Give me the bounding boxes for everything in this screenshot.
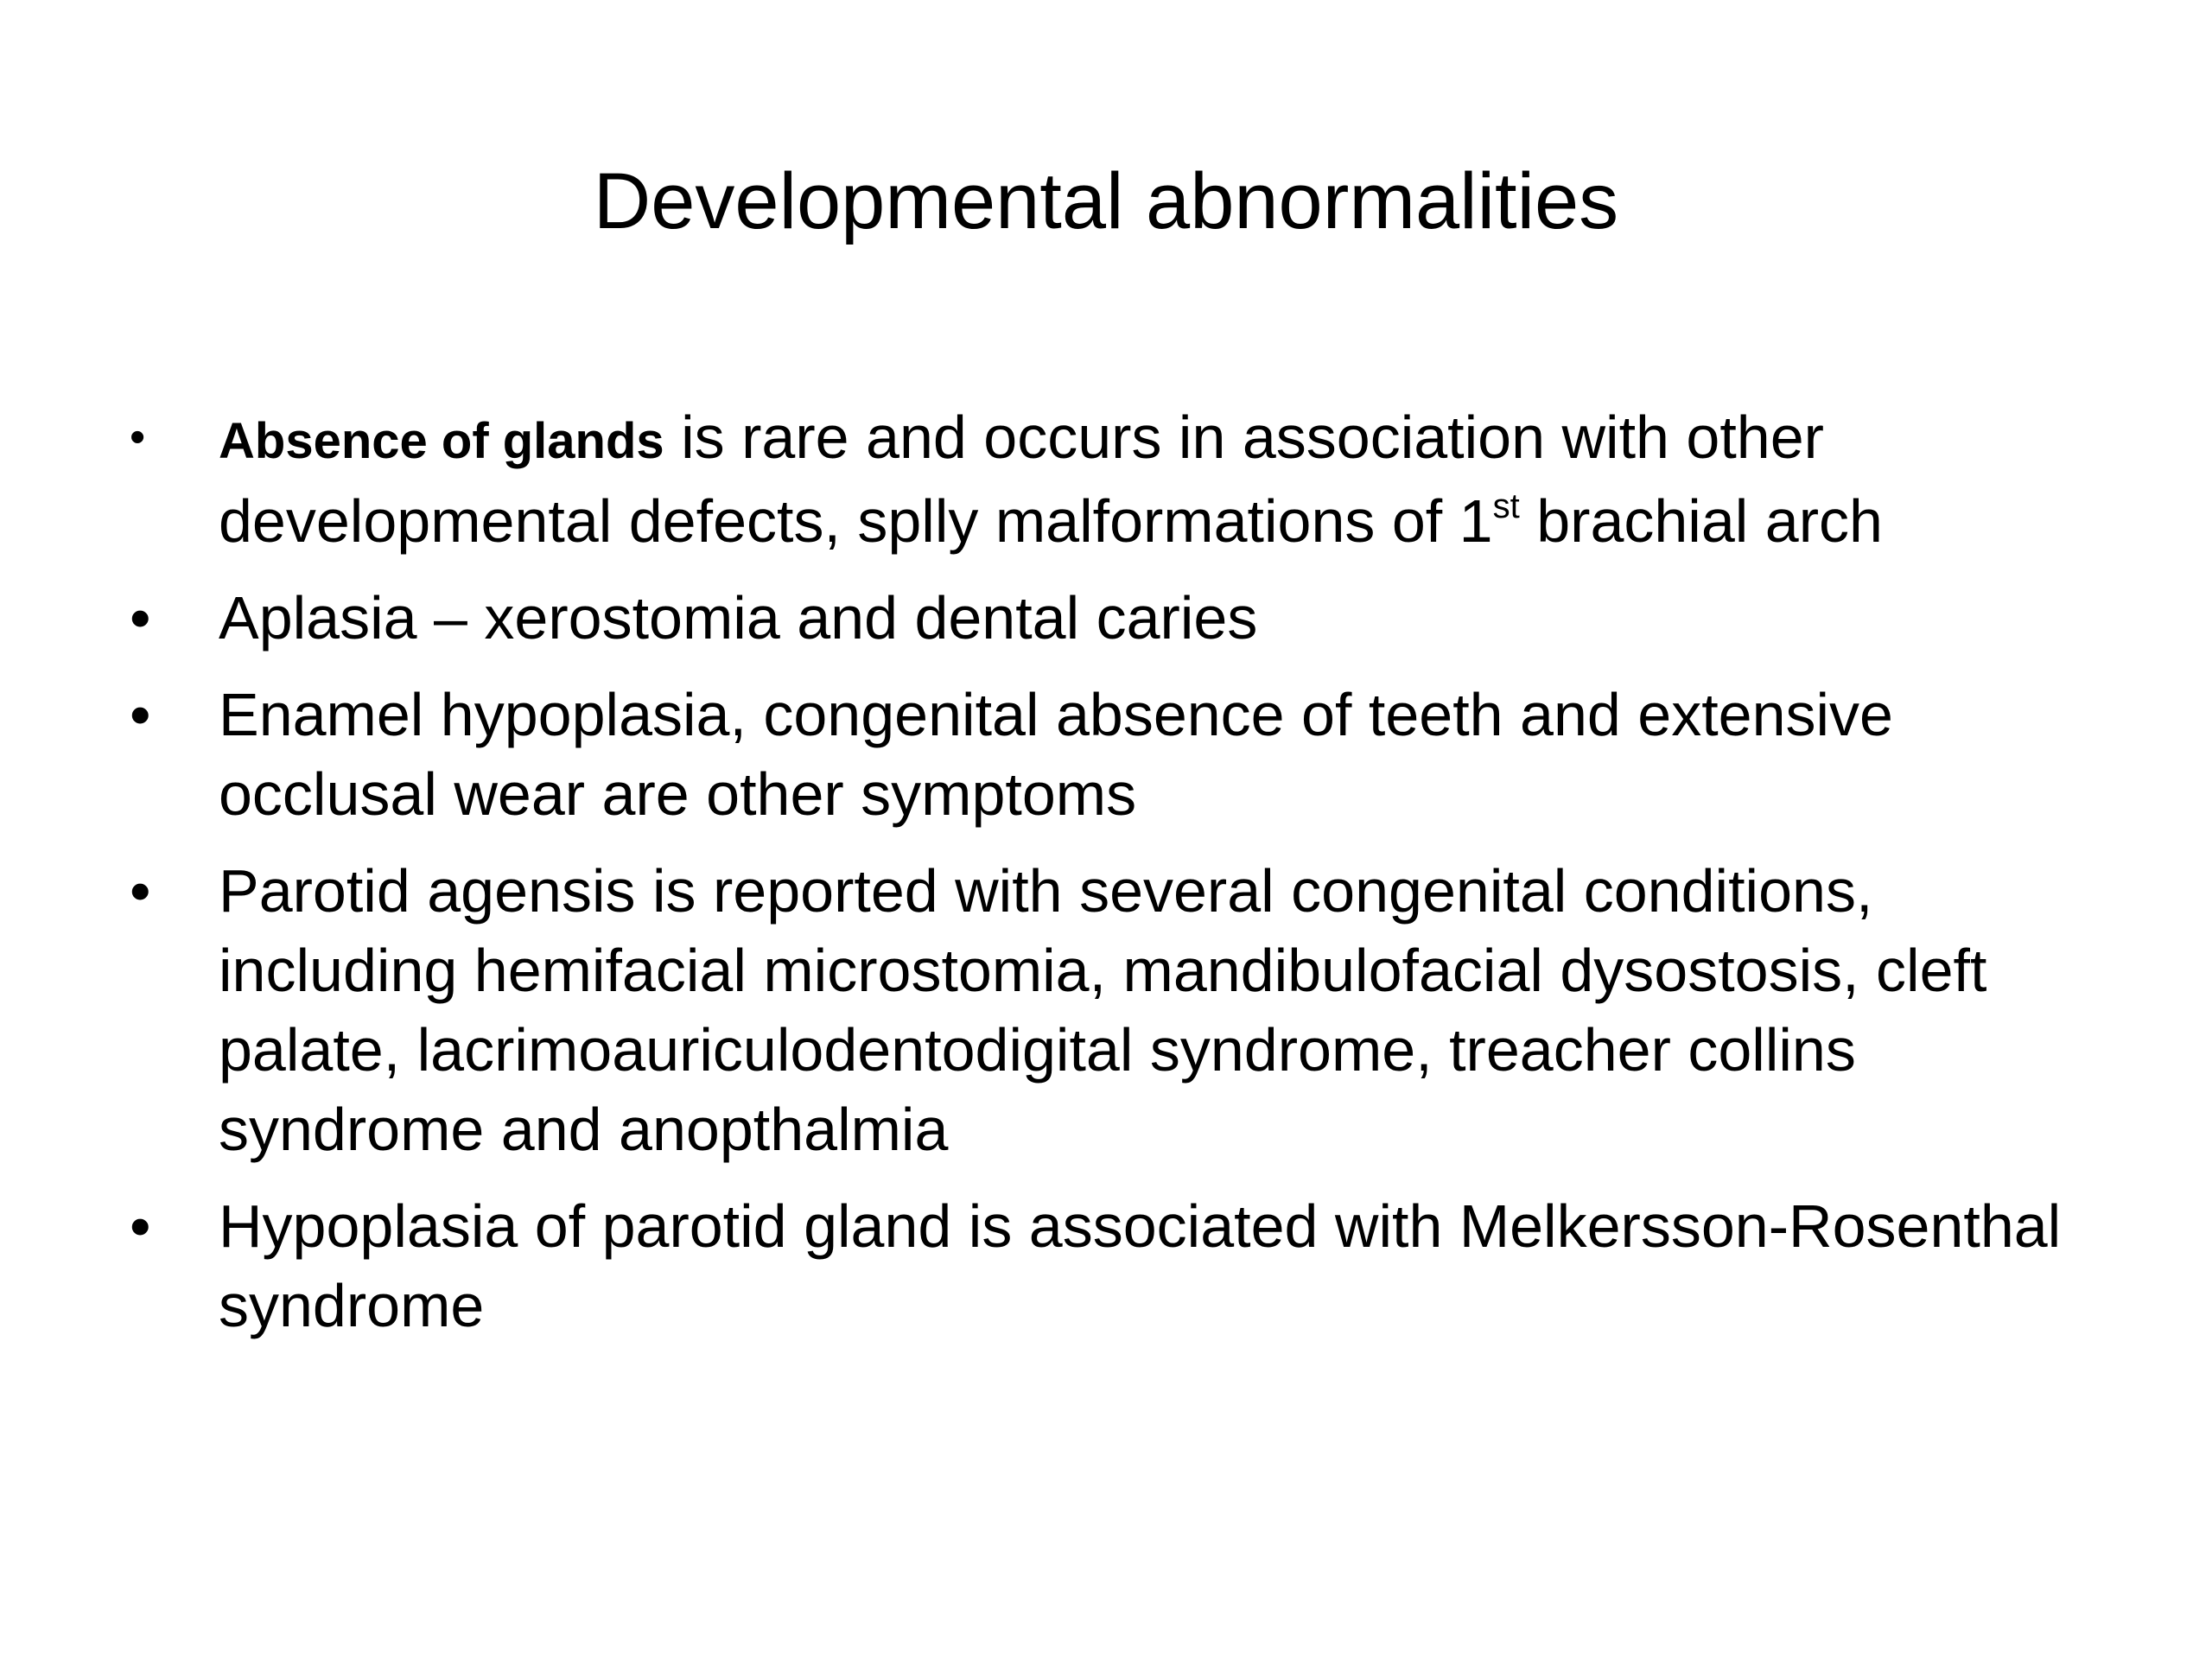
ordinal-superscript: st: [1492, 487, 1520, 525]
bullet-icon: •: [130, 584, 151, 652]
bullet-text-part: brachial arch: [1519, 487, 1883, 555]
bullet-text: Parotid agensis is reported with several congenital conditions, including hemifacial microstomia, mandibulofacial dysostosis, cleft palate, lacrimoauriculodentodigital syndrome, treacher collins syndrome and anopthalmia: [219, 857, 1987, 1163]
bullet-item: [130, 675, 2117, 834]
bullet-text: Hypoplasia of parotid gland is associated with Melkersson-Rosenthal syndrome: [219, 1192, 2062, 1339]
bullet-icon: •: [130, 681, 151, 748]
bullet-item: [130, 851, 2117, 1169]
bullet-text: Aplasia – xerostomia and dental caries: [219, 584, 1258, 652]
bullet-icon: •: [130, 1192, 151, 1260]
bullet-item: [130, 397, 2117, 561]
bullet-list: [130, 397, 2117, 1363]
bullet-bold-lead: Absence of glands: [219, 413, 664, 469]
bullet-text-part: is rare and occurs in association with other developmental defects, splly malformations of 1: [219, 404, 1824, 555]
bullet-text: Enamel hypoplasia, congenital absence of teeth and extensive occlusal wear are other symptoms: [219, 681, 1893, 828]
bullet-icon: •: [130, 857, 151, 925]
bullet-item: [130, 1186, 2117, 1345]
bullet-icon: •: [130, 412, 146, 462]
bullet-text: [219, 404, 1883, 555]
bullet-item: [130, 578, 2117, 658]
slide-title: Developmental abnormalities: [593, 157, 1619, 245]
